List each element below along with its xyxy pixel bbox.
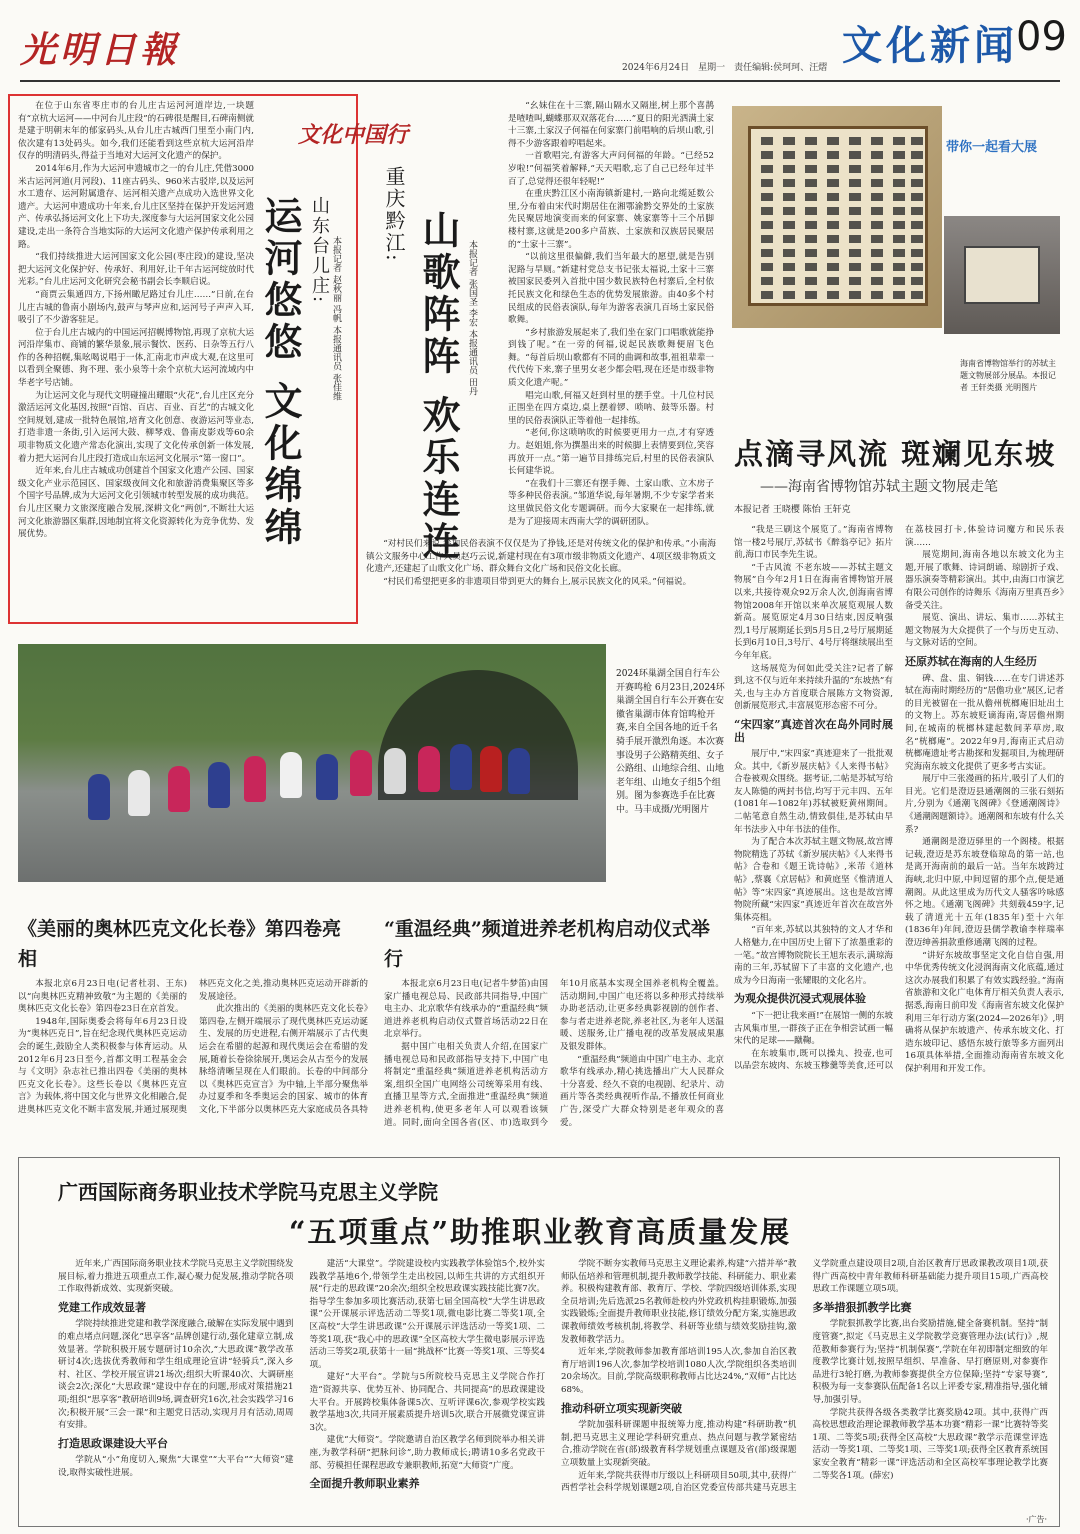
paragraph: 展厅中三张漫画的拓片,吸引了人们的目光。它们是澄迈县通潮阁的三张石刻拓片,分别为《通潮飞阁碑》《登通潮阁诗》《通潮阁题额诗》。通潮阁和东坡有什么关系? [905, 774, 1064, 835]
column-badge: 文化中国行 [298, 122, 409, 148]
paragraph: 通潮阁是澄迈驿里的一个阁楼。根据记载,澄迈是苏东坡登临琼岛的第一站,也是离开海南前的最后一站。当年东坡跨过海峡,北归中原,中间逗留的那个点,便是通潮阁。从此这里成为历代文人骚客吟咏感怀之地。《通潮飞阁碑》共刻载459字,记载了清道光十五年(1835年)至十六年(1836年)年间,澄迈县儒学教谕李梓瑞率澄迈绅善捐款重修通潮飞阁的过程。 [905, 837, 1064, 948]
page-number: 09 [1016, 14, 1067, 60]
paragraph: 一首歌唱完,有游客大声问何福的年龄。“已经52岁啦!”何福笑着解释,“天天唱歌,忘了自己已经年过半百了,总觉得还很年轻呢!” [508, 151, 714, 187]
paragraph: 据中国广电相关负责人介绍,在国家广播电视总局和民政部指导支持下,中国广电将制定“重温经典”频道进养老机构活动方案,组织全国广电网络公司统筹采用有线、直播卫星等方式,全面推进“重温经典”频道进养老机构,使更多老年人可以观看该频道。同时,面向全国各省(区、市)选取到今年10月底基本实现全国养老机构全覆盖。活动期间,中国广电还将以多种形式持续举办助老活动,让更多经典影视剧的创作者、参与者走进养老院,养老社区,为老年人送温暖、送服务,让广播电视的改革发展成果惠及银发群体。 [384, 979, 724, 1128]
ad-organization: 广西国际商务职业技术学院马克思主义学院 [58, 1180, 438, 1204]
article2-body-continued [366, 538, 716, 612]
paragraph: “幺妹住在十三寨,隔山隔水又隔崖,树上那个喜鹊是喳喳叫,蝴蝶那双双落花台……”夏日的阳光洒满土家十三寨,土家汉子何福在何家寨门前唱响的后坝山歌,引得不少游客跟着哼唱起来。 [508, 101, 714, 149]
paragraph: 学院加强科研课题申报统筹力度,推动构建“科研助教”机制,把马克思主义理论学科研究重点、热点问题与教学紧密结合,推动学院在省(部)级教育科学规划重点课题及省(部)级课题立项数量上实现新突破。 [561, 1420, 797, 1468]
exhibit-display-photo [944, 216, 1060, 334]
paragraph: 为了配合本次苏轼主题文物展,故宫博物院精选了苏轼《新岁展庆帖》《人来得书帖》合卷和《题王诜诗帖》,米芾《道林帖》,蔡襄《京居帖》和黄庭坚《惟清道人帖》等“宋四家”真迹展出。这也是故宫博物院所藏“宋四家”真迹近年首次在故宫外集体亮相。 [734, 837, 893, 923]
article2-body [508, 100, 714, 530]
ad-label: ·广告· [1026, 1515, 1048, 1524]
article2-byline: 本报记者 张国圣 李宏 本报通讯员 田丹 [467, 240, 477, 396]
header-divider [20, 80, 1060, 82]
paragraph: 近年来,学院教师参加教育部培训195人次,参加自治区教育厅培训196人次,参加学校培训1080人次,学院组织各类培训20余场次。目前,学院高级职称教师占比达24%,“双师”占比达68%。 [561, 1347, 797, 1395]
paragraph: 学院从“小”角度切入,聚焦“大课堂”“大平台”“大师资”建设,取得实破性进展。 [58, 1455, 294, 1478]
paragraph: 位于台儿庄古城内的中国运河招幌博物馆,再现了京杭大运河沿岸集市、商铺的繁华景象,展示餐饮、医药、日杂等五行八作的各种招幌,集吆喝说唱于一体,汇南北市声成大观,在这里可以看到全聚德、狗不理、张小泉等十余个京杭大运河流域内中华老字号店铺。 [18, 327, 254, 389]
paragraph: “村民们希望把更多的非遗项目带到更大的舞台上,展示民族文化的风采。”何福说。 [383, 576, 692, 587]
paragraph: 学院不断夯实教师马克思主义理论素养,构建“六措并举”教师队伍培养和管理机制,提升教师教学技能、科研能力、职业素养。积极构建教育部、教育厅、学校、学院四级培训体系,实现全员培训;先后选派25名教师赴校内外党政机构挂职锻炼,加强实践锻炼;全面提升教师职业技能,修订绩效分配方案,实施思政课教师绩效考核机制,将教学、科研等业绩与绩效奖励挂钩,激发教师教学活力。 [561, 1259, 797, 1345]
paragraph: 展厅中,“宋四家”真迹迎来了一批批观众。其中,《新岁展庆帖》《人来得书帖》合卷被观众围绕。据考证,二帖是苏轼写给友人陈慥的两封书信,均写于元丰四、五年(1081年—1082年)苏轼被贬黄州期间。二帖笔意自然生动,情致俱佳,是苏轼由早年书法步入中年书法的佳作。 [734, 749, 893, 835]
paragraph: “商贾云集通四方,下扬州瞰尼路过台儿庄……”日前,在台儿庄古城的鲁南小剧场内,鼓声与琴声应和,运河号子声声入耳,吸引了不少游客驻足。 [18, 289, 254, 326]
section-heading: 还原苏轼在海南的人生经历 [905, 654, 1037, 668]
section-title: 文化新闻 [842, 22, 1018, 69]
paragraph: 在位于山东省枣庄市的台儿庄古运河河道岸边,一块题有“京杭大运河——中河台儿庄段”的石碑很是醒目,石碑南侧就是建于明朝末年的郁家码头,从台儿庄古城西门里至小南门内,依次建有13处码头。如今,我们还能看到这些京杭大运河沿岸仅存的明清码头,得益于当地对大运河文化遗产的保护。 [18, 101, 254, 162]
paragraph: 展览期间,海南各地以东坡文化为主题,开展了歌舞、诗词朗诵、琼剧折子戏、器乐演奏等精彩演出。其中,由海口市演艺有限公司创作的诗舞乐《海南万里真吾乡》备受关注。 [905, 550, 1064, 611]
article5-body [384, 978, 724, 1130]
section-heading: 多举措狠抓教学比赛 [812, 1300, 912, 1314]
paragraph: “下一把让我来画!”在展馆一侧的东坡古风集市里,一群孩子正在争相尝试画一幅宋代的足球——蹴鞠。 [734, 1010, 893, 1047]
article3-byline: 本报记者 王晓樱 陈怡 王轩克 [734, 505, 851, 515]
calligraphy-photo [732, 106, 942, 328]
article4-body [18, 978, 368, 1130]
newspaper-logo: 光明日報 [20, 29, 181, 71]
section-heading: 打造思政课建设大平台 [58, 1436, 168, 1450]
section-heading: 推动科研立项实现新突破 [561, 1401, 682, 1415]
paragraph: “乡村旅游发展起来了,我们坐在家门口唱歌就能挣到钱了呢。”在一旁的何福,说起民族歌舞便眉飞色舞。“每首后坝山歌都有不同的曲调和故事,祖祖辈辈一代代传下来,寨子里男女老少都会唱,现在还是市级非物质文化遗产呢。” [508, 327, 714, 389]
paragraph: 这场展览为何如此受关注?记者了解到,这不仅与近年来持续升温的“东坡热”有关,也与主办方首度联合展陈方文物资源,创新展览形式,丰富展览形态密不可分。 [734, 663, 893, 712]
article2-headline: 山歌阵阵 欢乐连连 [416, 210, 461, 564]
ad-headline: “五项重点”助推职业教育高质量发展 [288, 1215, 792, 1249]
section-heading: 党建工作成效显著 [58, 1300, 146, 1314]
date-line: 2024年6月24日 星期一 责任编辑:侯珂珂、汪熠 [622, 63, 828, 73]
section-heading: 为观众提供沉浸式观展体验 [734, 992, 866, 1006]
paragraph: 建活“大课堂”。学院建设校内实践教学体验馆5个,校外实践教学基地6个,带领学生走出校园,以师生共讲的方式组织开展“行走的思政课”20余次;组织全校思政课实践技能比赛7次。指导学生参加多项比赛活动,获第七届全国高校“大学生讲思政课”公开课展示评选活动二等奖1项,微电影比赛二等奖1项,全区高校“大学生讲思政课”公开课展示评选活动一等奖1项、二等奖1项,获“我心中的思政课”全区高校大学生微电影展示评选活动三等奖2项,获第十一届“挑战杯”比赛一等奖1项、三等奖4项。 [309, 1259, 545, 1370]
section-heading: “宋四家”真迹首次在岛外同时展出 [734, 717, 893, 744]
article1-kicker: 山东台儿庄: [309, 196, 330, 305]
paragraph: 近年来,学院共获得市厅级以上科研项目50项,其中,获得广西哲学社会科学规划课题2项,自治区党委宣传部共建马克思主义学院重点建设项目2项,自治区教育厅思政课教改项目1项,获得广西高校中青年教师科研基础能力提升项目15项,广西高校思政工作课题立项5项。 [561, 1259, 1048, 1494]
photo-caption: 海南省博物馆举行的苏轼主题文物展部分展品。本报记者 王轩类摄 光明图片 [960, 359, 1056, 392]
paragraph: “对村民们来说,参加民俗表演不仅仅是为了挣钱,还是对传统文化的保护和传承。”小南海镇公文服务中心工作人员赵巧云说,新建村现在有3项市级非物质文化遗产、4项区级非物质文化遗产,还建起了山歌文化广场、群众舞台文化广场和民俗文化长廊。 [366, 539, 716, 575]
article3-body [734, 524, 1064, 1130]
article5-headline: “重温经典”频道进养老机构启动仪式举行 [384, 918, 710, 970]
article3-headline: 点滴寻风流 斑斓见东坡 [734, 437, 1057, 471]
article2-kicker: 重庆黔江: [382, 166, 406, 263]
paragraph: 在东坡集市,既可以操丸、投壶,也可以品尝东坡肉、东坡玉糁羹等美食,还可以在荔枝园打卡,体验诗词魔方和民乐表演…… [734, 525, 1064, 1072]
article1-body [18, 100, 254, 620]
paragraph: 近年来,广西国际商务职业技术学院马克思主义学院围绕发展目标,着力推进五项重点工作,凝心聚力促发展,推动学院各项工作取得新成效、实现新突破。 [58, 1259, 294, 1295]
article3-subheadline: ——海南省博物馆苏轼主题文物展走笔 [760, 479, 998, 495]
paragraph: “重温经典”频道由中国广电主办、北京歌华有线承办,精心挑选播出广大人民群众十分喜爱、经久不衰的电视剧、纪录片、动画片等各类经典视听作品,不播放任何商业广告,深受广大群众特别是老年观众的喜爱。 [560, 1054, 724, 1128]
paragraph: 本报北京6月23日电(记者杜羽、王东)以“向奥林匹克精神致敬”为主题的《美丽的奥林匹克文化长卷》第四卷23日在京首发。 [18, 979, 187, 1015]
paragraph: 展览、演出、讲坛、集市……苏轼主题文物展为大众提供了一个与历史互动、与文脉对话的空间。 [905, 613, 1064, 649]
paragraph: 为让运河文化与现代文明碰撞出耀眼“火花”,台儿庄区充分激活运河文化基因,按照“百馆、百店、百业、百艺”的古城文化空间规划,建成一批特色展馆,培育文化创意、夜游运河等业态,打造非遗一条街,引入运河大鼓、柳琴戏、鲁南皮影戏等60余项非物质文化遗产常态化演出,实现了文化传承创新一体发展,着力把大运河台儿庄段打造成山东运河文化展示“第一窗口”。 [18, 390, 254, 464]
paragraph: “以前这里很偏僻,我们当年最大的愿望,就是告别泥路与旱厕。”新建村党总支书记张太福说,土家十三寨被国家民委列入首批中国少数民族特色村寨后,全村依托民族文化和绿色生态的优势发展旅游。由40多个村民组成的民俗表演队,每年为游客表演几百场土家民俗歌舞。 [508, 252, 714, 326]
article1-headline: 运河悠悠 文化绵绵 [258, 196, 303, 550]
paragraph: 学院狠抓教学比赛,出台奖励措施,健全备赛机制。坚持“制度管赛”,拟定《马克思主义学院教学竞赛管理办法(试行)》,规范教师参赛行为;坚持“机制保赛”,学院在年初即制定细致的年度教学比赛计划,按照早组织、早准备、早打磨原则,对参赛作品进行3轮打磨,为教师参赛提供全方位保障;坚持“专家导赛”,积极为每一支参赛队伍配备1名以上评委专家,精准指导,强化辅导,加强引导。 [812, 1319, 1048, 1405]
paragraph: “我们持续推进大运河国家文化公园(枣庄段)的建设,坚决把大运河文化保护好、传承好、利用好,让千年古运河绽放时代光彩。”台儿庄运河文化研究会秘书副会长李顺启说。 [18, 252, 254, 288]
section-heading: 全面提升教师职业素养 [309, 1477, 420, 1491]
paragraph: “千古风流 不老东坡——苏轼主题文物展”自今年2月1日在海南省博物馆开展以来,共接待观众92万余人次,创海南省博物馆2008年开馆以来单次展览观展人数新高。展览原定4月30日结束,因反响强烈,1号厅展期延长到5月5日,2号厅展期延长到6月10日,3号厅、4号厅将继续展出至今年年底。 [734, 562, 893, 661]
paragraph: “讲好东坡故事坚定文化自信自强,用中华优秀传统文化浸润海南文化底蕴,通过这次办展我们积累了有效实践经验。”海南省旅游和文化广电体育厅相关负责人表示,据悉,海南日前印发《海南省东坡文化保护利用三年行动方案(2024—2026年)》,明确将从保护东坡遗产、传承东坡文化、打造东坡印记、感悟东坡行旅等多方面列出16项具体举措,全面推动海南省东坡文化保护利用和开发工作。 [905, 950, 1064, 1074]
paragraph: 建优“大师资”。学院邀请自治区教学名师到院举办相关讲座,为教学科研“把脉问诊”,助力教师成长;聘请10多名党政干部、劳模担任课程思政专兼职教师,拓宽“大师资”广度。 [309, 1435, 545, 1471]
paragraph: 唱完山歌,何福又赶到村里的摆手堂。十几位村民正围坐在四方桌边,桌上摆着锣、唢呐、鼓等乐器。村里的民俗表演队正等着他一起排练。 [508, 390, 714, 426]
paragraph: 在重庆黔江区小南海镇新建村,一路向北缆延数公里,分布着由宋代时期居住在湘鄂渝黔交界处的土家族先民聚居地演变而来的何家寨、姚家寨等十三个吊脚楼村寨,这就是200多户苗族、土家族和汉族居民聚居的“土家十三寨”。 [508, 189, 714, 250]
paragraph: “在我们十三寨还有摆手舞、土家山歌、立木房子等多种民俗表演。”邹道华说,每年暑期,不少专家学者来这里做民俗文化专题调研。而今大家聚在一起排练,就是为了迎接周末西南大学的调研团队。 [508, 478, 714, 527]
paragraph: 2014年6月,作为大运河申遗城市之一的台儿庄,凭借3000米古运河河道(月河段)、11座古码头、960米古驳岸,以及运河水工遗存、运河附属遗存、运河相关遗产点成功入选世界文化遗产。大运河申遗成功十年来,台儿庄区坚持在保护开发运河遗产、传承弘扬运河文化上下功夫,深度参与大运河国家文化公园建设,走出一条符合当地实际的大运河文化遗产保护传承利用之路。 [18, 163, 254, 250]
series-logo: 带你一起看大展 [946, 140, 1038, 155]
paragraph: “老何,你这唢呐吹的时候要更用力一点,才有穿透力。赵姐姐,你为撰墨出来的时候脚上表情要到位,笑容再放开一点。”第一遍节目排练完后,村里的民俗表演队长何建华说。 [508, 428, 714, 477]
ad-body [58, 1258, 1048, 1508]
article1-byline: 本报记者 赵秋丽 冯帆 本报通讯员 张佳维 [331, 236, 341, 401]
paragraph: 本报北京6月23日电(记者牛梦笛)由国家广播电视总局、民政部共同指导,中国广电主办、北京歌华有线承办的“重温经典”频道进养老机构启动仪式暨首场活动22日在北京举行。 [384, 979, 548, 1040]
cycling-race-photo [18, 644, 606, 882]
paragraph: 1948年,国际奥委会将每年6月23日设为“奥林匹克日”,旨在纪念现代奥林匹克运动会的诞生,鼓励全人类积极参与体育运动。从2012年6月23日至今,首都文明工程基金会与《文明》杂志社已推出四卷《美丽的奥林匹克文化长卷》。这些长卷以《奥林匹克宣言》为载体,将中国文化与世界文化相融合,促进奥林匹克文化不断丰富发展,并通过展现奥林匹克文化之美,推动奥林匹克运动开辟新的发展途径。 [18, 979, 368, 1115]
article4-headline: 《美丽的奥林匹克文化长卷》第四卷亮相 [18, 918, 342, 970]
paragraph: 建好“大平台”。学院与5所院校马克思主义学院合作打造“资源共享、优势互补、协同配合、共同提高”的思政课建设大平台。开展跨校集体备课5次、互听评课6次,参观学校实践教学基地3次,共同开展素质提升培训5次,联合开展微党课宣讲3次。 [309, 1372, 545, 1433]
photo-caption: 2024环巢湖全国自行车公开赛鸣枪 6月23日,2024环巢湖全国自行车公开赛在安徽省巢湖市体育馆鸣枪开赛,来自全国各地的近千名骑手展开激烈角逐。本次赛事设男子公路精英组、女子公路组、山地综合组、山地老年组、山地女子组5个组别。图为参赛选手在比赛中。马丰成摄/光明图片 [616, 669, 725, 815]
paragraph: 学院持续推进党建和教学深度融合,破解在实际发展中遇到的难点堵点问题,深化“思享客”品牌创建行动,强化建章立制,成效显著。学院积极开展专题研讨10余次,“大思政课”教学改革研讨4次;选拔优秀教师和学生组成理论宣讲“轻骑兵”,深入乡村、社区、学校开展宣讲21场次;组织大听课40次、大调研座谈会2次;深化“大思政课”建设中存在的问题,形成对策措施21项;组织“思享客”教研培训9场,调查研究16次,社会实践学习16次;积极开展“三会一课”和主题党日活动,实现月月有活动,周周有安排。 [58, 1319, 294, 1431]
paragraph: 碑、盘、盅、铜钱……在专门讲述苏轼在海南时期经历的“居儋功业”展区,记者的目光被留在一批从儋州桄榔庵旧址出土的文物上。苏东坡贬谪海南,寄居儋州期间,在城南的桄榔林建起数间茅草房,取名“桄榔庵”。2022年9月,海南正式启动桄榔庵遗址考古勘探和发掘项目,为梳理研究海南东坡文化提供了更多考古实证。 [905, 673, 1064, 772]
paragraph: “我是三刷这个展览了。”海南省博物馆一楼2号展厅,苏轼书《醉翁亭记》拓片前,海口市民李先生说。 [734, 525, 893, 561]
paragraph: “百年来,苏轼以其独特的文人才华和人格魅力,在中国历史上留下了浓墨重彩的一笔。”故宫博物院院长王旭东表示,满琼海南的三年,苏轼留下了丰富的文化遗产,也成为今日海南一张耀眼的文化名片。 [734, 925, 893, 986]
paragraph: 学院共获得各级各类教学比赛奖励42项。其中,获得广西高校思想政治理论课教师教学基本功赛“精彩一课”比赛特等奖1项、二等奖5项;获得全区高校“大思政课”教学示范课堂评选活动一等奖1项、二等奖1项、三等奖1项;获得全区教育系统国家安全教育“精彩一课”评选活动和全区高校军事理论教学比赛二等奖各1项。(薛宏) [812, 1407, 1048, 1481]
paragraph: 近年来,台儿庄古城成功创建首个国家文化遗产公园、国家级文化产业示范园区、国家级夜间文化和旅游消费集聚区等多个国字号品牌,成为大运河文化引领城市转型发展的成功典范。台儿庄区聚力文旅深度融合发展,深耕文化“两创”,不断壮大运河文化旅游器区集群,因地制宜将文化资源转化为竞争优势、发展优势。 [18, 466, 254, 540]
paragraph: 此次推出的《美丽的奥林匹克文化长卷》第四卷,左侧开端展示了现代奥林匹克运动诞生、发展的历史进程,右侧开端展示了古代奥运会在希腊的起源和现代奥运会在希腊的发展,随着长卷徐徐展开,奥运会从古至今的发展脉络清晰呈现在人们眼前。长卷的中间部分以《奥林匹克宣言》为中轴,上半部分聚焦举办过夏季和冬季奥运会的国家、城市的体育文化,下半部分以奥林匹克大家庭成员各具特 [199, 1004, 368, 1115]
calligraphy-scroll [748, 126, 928, 306]
